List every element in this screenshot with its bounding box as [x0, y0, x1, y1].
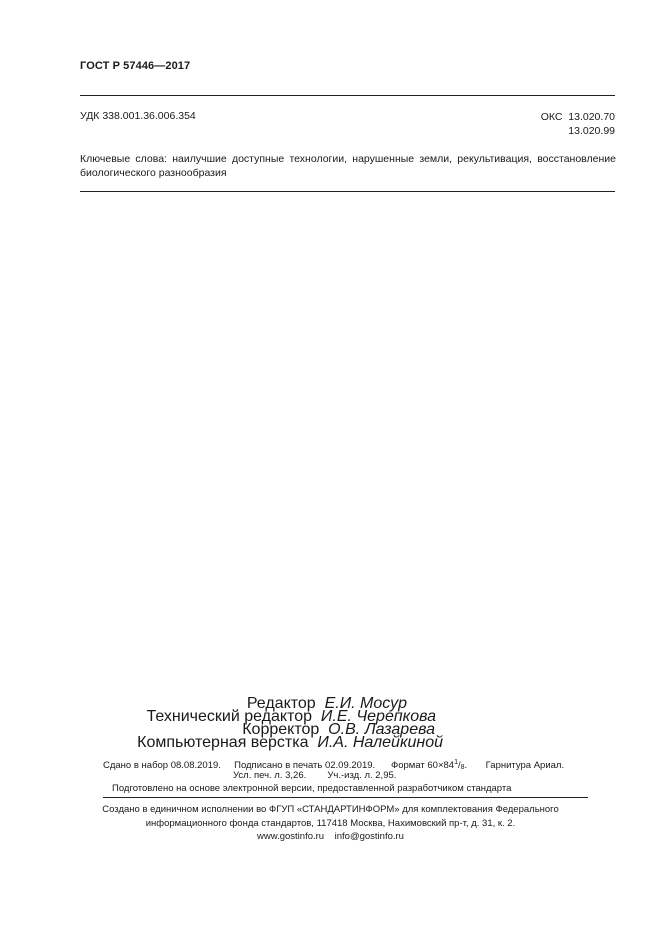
contacts	[0, 830, 661, 844]
oks-code-1: 13.020.70	[568, 111, 615, 123]
typeface: Гарнитура Ариал.	[485, 760, 565, 771]
credit-role: Технический редактор	[146, 708, 313, 725]
credit-role: Компьютерная верстка	[137, 734, 309, 751]
keywords: Ключевые слова: наилучшие доступные технологии, нарушенные земли, рекультивация, восстановление биологического разнообразия	[80, 153, 616, 179]
created-line1: Создано в единичном исполнении во ФГУП «СТАНДАРТИНФОРМ» для комплектования Федерального	[102, 804, 559, 815]
website-link[interactable]: www.gostinfo.ru	[257, 831, 325, 842]
header-rule	[80, 95, 615, 96]
submitted-date: Сдано в набор 08.08.2019.	[103, 760, 221, 771]
credit-name: И.Е. Черепкова	[320, 708, 436, 725]
print-sheets: Усл. печ. л. 3,26.	[233, 770, 307, 781]
footer-rule	[103, 797, 588, 798]
created-line2: информационного фонда стандартов, 117418 Москва, Нахимовский пр-т, д. 31, к. 2.	[145, 817, 516, 829]
oks-code-2: 13.020.99	[568, 125, 615, 137]
credit-role: Корректор	[242, 721, 320, 738]
signed-date: Подписано в печать 02.09.2019.	[234, 760, 376, 771]
credit-name: И.А. Налейкиной	[317, 734, 443, 751]
credit-name: Е.И. Мосур	[324, 695, 407, 712]
paper-format: Формат $60\times 84^1/_8$.	[391, 759, 468, 771]
credit-role: Редактор	[246, 695, 316, 712]
credit-name: О.В. Лазарева	[328, 721, 435, 738]
oks-codes	[541, 110, 615, 138]
prepared-note: Подготовлено на основе электронной версии, предоставленной разработчиком стандарта	[112, 783, 512, 794]
publisher-sheets: Уч.-изд. л. 2,95.	[327, 770, 397, 781]
oks-label: ОКС	[540, 111, 563, 123]
email-link[interactable]: info@gostinfo.ru	[334, 831, 404, 842]
created-note	[0, 803, 661, 844]
keywords-rule	[80, 191, 615, 192]
udk-code: УДК 338.001.36.006.354	[80, 110, 196, 122]
standard-id: ГОСТ Р 57446—2017	[80, 60, 191, 72]
credit-layout	[137, 734, 443, 752]
print-info-line2	[233, 769, 396, 782]
